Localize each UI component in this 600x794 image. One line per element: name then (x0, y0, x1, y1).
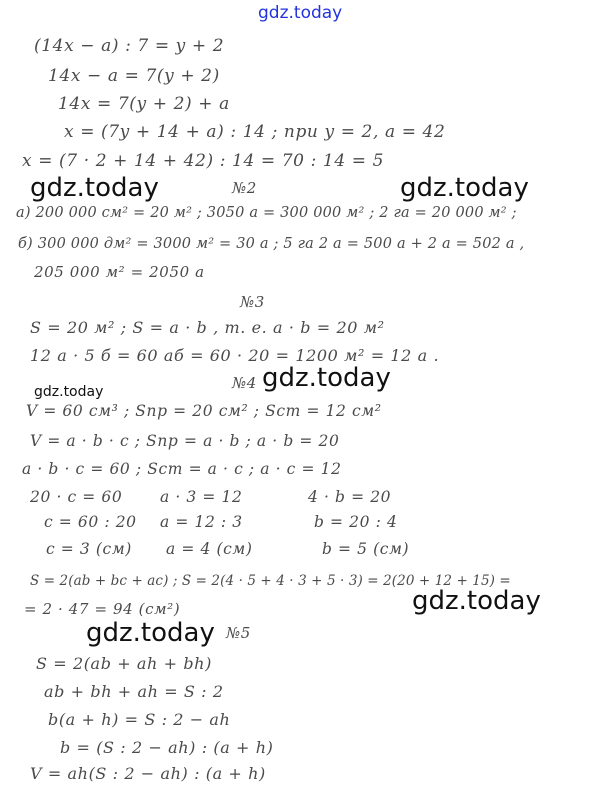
equation-line: V = ah(S : 2 − ah) : (a + h) (30, 764, 266, 783)
watermark: gdz.today (30, 173, 159, 203)
equation-line: c = 60 : 20 (44, 513, 137, 531)
equation-line: V = 60 см³ ; Sпр = 20 см² ; Sст = 12 см² (26, 402, 382, 420)
equation-line: b = 20 : 4 (314, 513, 398, 531)
equation-line: b = 5 (см) (322, 540, 410, 558)
equation-line: V = a · b · c ; Sпр = a · b ; a · b = 20 (30, 432, 340, 450)
equation-line: S = 2(ab + ah + bh) (36, 654, 212, 673)
equation-line: а) 200 000 см² = 20 м² ; 3050 а = 300 000 м² ; 2 га = 20 000 м² ; (16, 205, 517, 221)
equation-line: c = 3 (см) (46, 540, 132, 558)
watermark: gdz.today (400, 173, 529, 203)
equation-line: = 2 · 47 = 94 (см²) (24, 600, 181, 618)
equation-line: b(a + h) = S : 2 − ah (48, 710, 231, 729)
equation-line: S = 20 м² ; S = a · b , т. е. a · b = 20 м² (30, 318, 385, 337)
task-number: №2 (232, 179, 257, 197)
watermark-top: gdz.today (258, 3, 343, 23)
watermark: gdz.today (86, 618, 215, 648)
equation-line: 14x − a = 7(y + 2) (48, 66, 220, 86)
equation-line: 4 · b = 20 (308, 488, 392, 506)
watermark-small: gdz.today (34, 384, 104, 400)
task-number: №5 (226, 624, 251, 642)
equation-line: б) 300 000 дм² = 3000 м² = 30 а ; 5 га 2 а = 500 а + 2 а = 502 а , (18, 236, 525, 252)
equation-line: S = 2(ab + bc + ac) ; S = 2(4 · 5 + 4 · 3 + 5 · 3) = 2(20 + 12 + 15) = (30, 573, 511, 589)
task-number: №4 (232, 374, 257, 392)
equation-line: 20 · c = 60 (30, 488, 123, 506)
equation-line: a · b · c = 60 ; Sст = a · c ; a · c = 12 (22, 460, 342, 478)
equation-line: x = (7y + 14 + a) : 14 ; при y = 2, a = 42 (64, 122, 446, 142)
equation-line: a · 3 = 12 (160, 488, 243, 506)
equation-line: 14x = 7(y + 2) + a (58, 94, 230, 114)
task-number: №3 (240, 293, 265, 311)
equation-line: b = (S : 2 − ah) : (a + h) (60, 738, 274, 757)
watermark: gdz.today (412, 586, 541, 616)
equation-line: a = 12 : 3 (160, 513, 243, 531)
equation-line: (14x − a) : 7 = y + 2 (34, 36, 225, 56)
watermark: gdz.today (262, 363, 391, 393)
equation-line: 205 000 м² = 2050 а (34, 263, 205, 281)
equation-line: a = 4 (см) (166, 540, 253, 558)
equation-line: 12 а · 5 б = 60 аб = 60 · 20 = 1200 м² = 12 а . (30, 346, 440, 365)
equation-line: ab + bh + ah = S : 2 (44, 682, 224, 701)
equation-line: x = (7 · 2 + 14 + 42) : 14 = 70 : 14 = 5 (22, 151, 384, 171)
